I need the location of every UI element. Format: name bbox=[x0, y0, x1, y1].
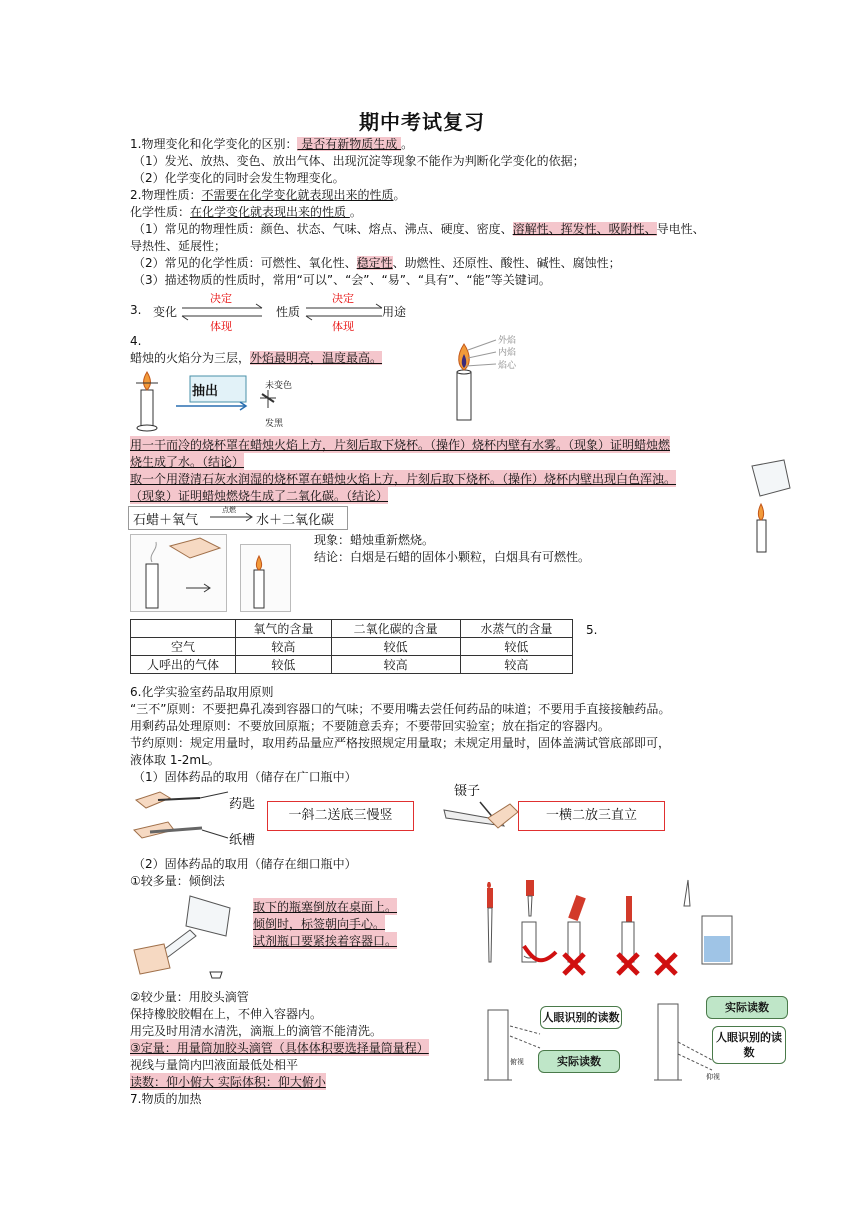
co2-test-line2: （现象）证明蜡烛燃烧生成了二氧化碳。（结论） bbox=[130, 489, 389, 503]
section-1-key: 是否有新物质生成 bbox=[297, 137, 402, 151]
saving-rule-cont: 液体取 1-2mL。 bbox=[130, 753, 220, 767]
inner-flame-label: 内焰 bbox=[498, 348, 517, 358]
pouring-figure bbox=[130, 890, 256, 982]
saving-rule: 节约原则：规定用量时，取用药品量应严格按照规定用量取；未规定用量时，固体盖满试管底部即可， bbox=[130, 736, 671, 750]
physical-def: 不需要在化学变化就表现出来的性质 bbox=[201, 188, 394, 202]
blackened-label: 发黑 bbox=[265, 419, 284, 429]
spoon-label: 药匙 bbox=[229, 797, 256, 812]
table-cell: 较高 bbox=[460, 656, 572, 674]
outer-flame-label: 外焰 bbox=[498, 336, 517, 346]
section-2-line2 bbox=[133, 254, 621, 271]
flame-layers bbox=[130, 349, 382, 366]
pull-out-label: 抽出 bbox=[192, 384, 219, 399]
table-header bbox=[131, 620, 236, 638]
equation-arrow bbox=[208, 512, 256, 522]
section-2-line1-cont: 导热性、延展性； bbox=[130, 239, 227, 253]
tweezers-figure bbox=[440, 796, 520, 840]
section-1-head: 1.物理变化和化学变化的区别： bbox=[130, 137, 298, 151]
table-cell: 人呼出的气体 bbox=[131, 656, 236, 674]
relation-arrows bbox=[180, 300, 385, 324]
section-2-line1 bbox=[133, 220, 705, 237]
node-change: 变化 bbox=[153, 305, 178, 319]
section-6-heading: 6.化学实验室药品取用原则 bbox=[130, 685, 274, 699]
line1b: 溶解性、挥发性、吸附性、 bbox=[512, 222, 657, 236]
co2-test-line1: 取一个用澄清石灰水润湿的烧杯罩在蜡烛火焰上方，片刻后取下烧杯。（操作）烧杯内壁出现白色浑浊。 bbox=[130, 472, 677, 486]
relight-conclusion: 结论：白烟是石蜡的固体小颗粒，白烟具有可燃性。 bbox=[314, 550, 591, 564]
chemical-head: 化学性质： bbox=[130, 205, 191, 219]
table-cell: 空气 bbox=[131, 638, 236, 656]
table-header: 水蒸气的含量 bbox=[460, 620, 572, 638]
section-7-heading: 7.物质的加热 bbox=[130, 1092, 202, 1106]
flame-core-label: 焰心 bbox=[498, 361, 517, 371]
line2b: 稳定性 bbox=[356, 256, 393, 270]
section-5-number: 5. bbox=[586, 623, 598, 637]
look-down-label: 俯视 bbox=[510, 1058, 524, 1066]
solid-block-steps-box: 一横二放三直立 bbox=[518, 801, 665, 831]
leftover-rule: 用剩药品处理原则：不要放回原瓶；不要随意丢弃；不要带回实验室；放在指定的容器内。 bbox=[130, 719, 611, 733]
tweezers-label: 镊子 bbox=[454, 784, 481, 799]
line2a: （2）常见的化学性质：可燃性、氧化性、 bbox=[133, 256, 357, 270]
table-header-row bbox=[131, 620, 573, 638]
beaker-over-candle-figure bbox=[748, 458, 796, 556]
look-up-label: 仰视 bbox=[706, 1073, 720, 1081]
paper-trough-label: 纸槽 bbox=[229, 833, 256, 848]
eye-reading-bubble-right: 人眼识别的读数 bbox=[712, 1026, 786, 1064]
physical-tail: 。 bbox=[393, 188, 406, 202]
label-decide-1: 决定 bbox=[210, 292, 232, 305]
section-1-line2: （2）化学变化的同时会发生物理变化。 bbox=[133, 171, 345, 185]
section-1-tail: 。 bbox=[401, 137, 414, 151]
dropper-heading: ②较少量：用胶头滴管 bbox=[130, 990, 249, 1004]
table-cell: 较高 bbox=[331, 656, 460, 674]
solid-powder-steps-box: 一斜二送底三慢竖 bbox=[267, 801, 414, 831]
chemical-def: 在化学变化就表现出来的性质 bbox=[190, 205, 350, 219]
line1a: （1）常见的物理性质：颜色、状态、气味、熔点、沸点、硬度、密度、 bbox=[133, 222, 513, 236]
pour-method-heading: ①较多量：倾倒法 bbox=[130, 874, 225, 888]
sight-rule: 视线与量筒内凹液面最低处相平 bbox=[130, 1058, 299, 1072]
section-2-line3: （3）描述物质的性质时，常用“可以”、“会”、“易”、“具有”、“能”等关键词。 bbox=[133, 273, 551, 287]
solid-reagent-heading: （1）固体药品的取用（储存在广口瓶中） bbox=[133, 770, 357, 784]
table-cell: 较高 bbox=[236, 638, 332, 656]
pour-step-2: 倾倒时，标签朝向手心。 bbox=[253, 917, 386, 931]
pour-step-1: 取下的瓶塞倒放在桌面上。 bbox=[253, 900, 398, 914]
spoon-and-paper-figure bbox=[130, 786, 230, 850]
table-row bbox=[131, 638, 573, 656]
table-row bbox=[131, 656, 573, 674]
flame-layers-b: 外焰最明亮，温度最高。 bbox=[250, 351, 383, 365]
section-2-chemical bbox=[130, 203, 362, 220]
dropper-rule-1: 保持橡胶胶帽在上，不伸入容器内。 bbox=[130, 1007, 323, 1021]
chemical-tail: 。 bbox=[349, 205, 362, 219]
relight-phenomenon: 现象：蜡烛重新燃烧。 bbox=[314, 533, 435, 547]
line2c: 、助燃性、还原性、酸性、碱性、腐蚀性； bbox=[392, 256, 621, 270]
section-3-number: 3. bbox=[130, 303, 142, 317]
liquid-reagent-heading: （2）固体药品的取用（储存在细口瓶中） bbox=[133, 857, 357, 871]
physical-head: 2.物理性质： bbox=[130, 188, 202, 202]
table-header: 氧气的含量 bbox=[236, 620, 332, 638]
section-1-heading bbox=[130, 135, 413, 152]
table-cell: 较低 bbox=[236, 656, 332, 674]
reading-rule: 读数：仰小俯大 实际体积：仰大俯小 bbox=[130, 1075, 326, 1089]
label-reflect-1: 体现 bbox=[210, 320, 232, 333]
section-4-number: 4. bbox=[130, 334, 142, 348]
node-property: 性质 bbox=[276, 305, 301, 319]
section-2-physical bbox=[130, 186, 405, 203]
page-title: 期中考试复习 bbox=[359, 110, 485, 134]
eye-reading-bubble-left: 人眼识别的读数 bbox=[540, 1006, 622, 1029]
pour-step-3: 试剂瓶口要紧挨着容器口。 bbox=[253, 934, 398, 948]
equation-condition: 点燃 bbox=[222, 506, 236, 514]
table-header: 二氧化碳的含量 bbox=[331, 620, 460, 638]
unchanged-label: 未变色 bbox=[265, 381, 293, 391]
three-no-rule: “三不”原则：不要把鼻孔凑到容器口的气味；不要用嘴去尝任何药品的味道；不要用手直接接触药品。 bbox=[130, 702, 671, 716]
measuring-heading: ③定量：用量筒加胶头滴管（具体体积要选择量筒量程） bbox=[130, 1041, 429, 1055]
flame-layers-a: 蜡烛的火焰分为三层， bbox=[130, 351, 251, 365]
label-decide-2: 决定 bbox=[332, 292, 354, 305]
water-test-line1: 用一干而冷的烧杯罩在蜡烛火焰上方，片刻后取下烧杯。（操作）烧杯内壁有水雾。（现象）证明蜡烛燃 bbox=[130, 438, 671, 452]
actual-reading-bubble-left: 实际读数 bbox=[538, 1050, 620, 1073]
dropper-usage-figure bbox=[480, 876, 736, 980]
table-cell: 较低 bbox=[331, 638, 460, 656]
table-cell: 较低 bbox=[460, 638, 572, 656]
dropper-rule-2: 用完及时用清水清洗，滴瓶上的滴管不能清洗。 bbox=[130, 1024, 383, 1038]
gas-comparison-table bbox=[130, 619, 573, 674]
water-test-line2: 烧生成了水。（结论） bbox=[130, 455, 245, 469]
equation-products: 水＋二氧化碳 bbox=[256, 513, 335, 528]
label-reflect-2: 体现 bbox=[332, 320, 354, 333]
section-1-line1: （1）发光、放热、变色、放出气体、出现沉淀等现象不能作为判断化学变化的依据； bbox=[133, 154, 585, 168]
equation-reactants: 石蜡＋氧气 bbox=[133, 513, 199, 528]
line1c: 导电性、 bbox=[656, 222, 705, 236]
node-use: 用途 bbox=[382, 305, 407, 319]
relight-smoke-figure bbox=[130, 534, 292, 612]
actual-reading-bubble-right: 实际读数 bbox=[706, 996, 788, 1019]
